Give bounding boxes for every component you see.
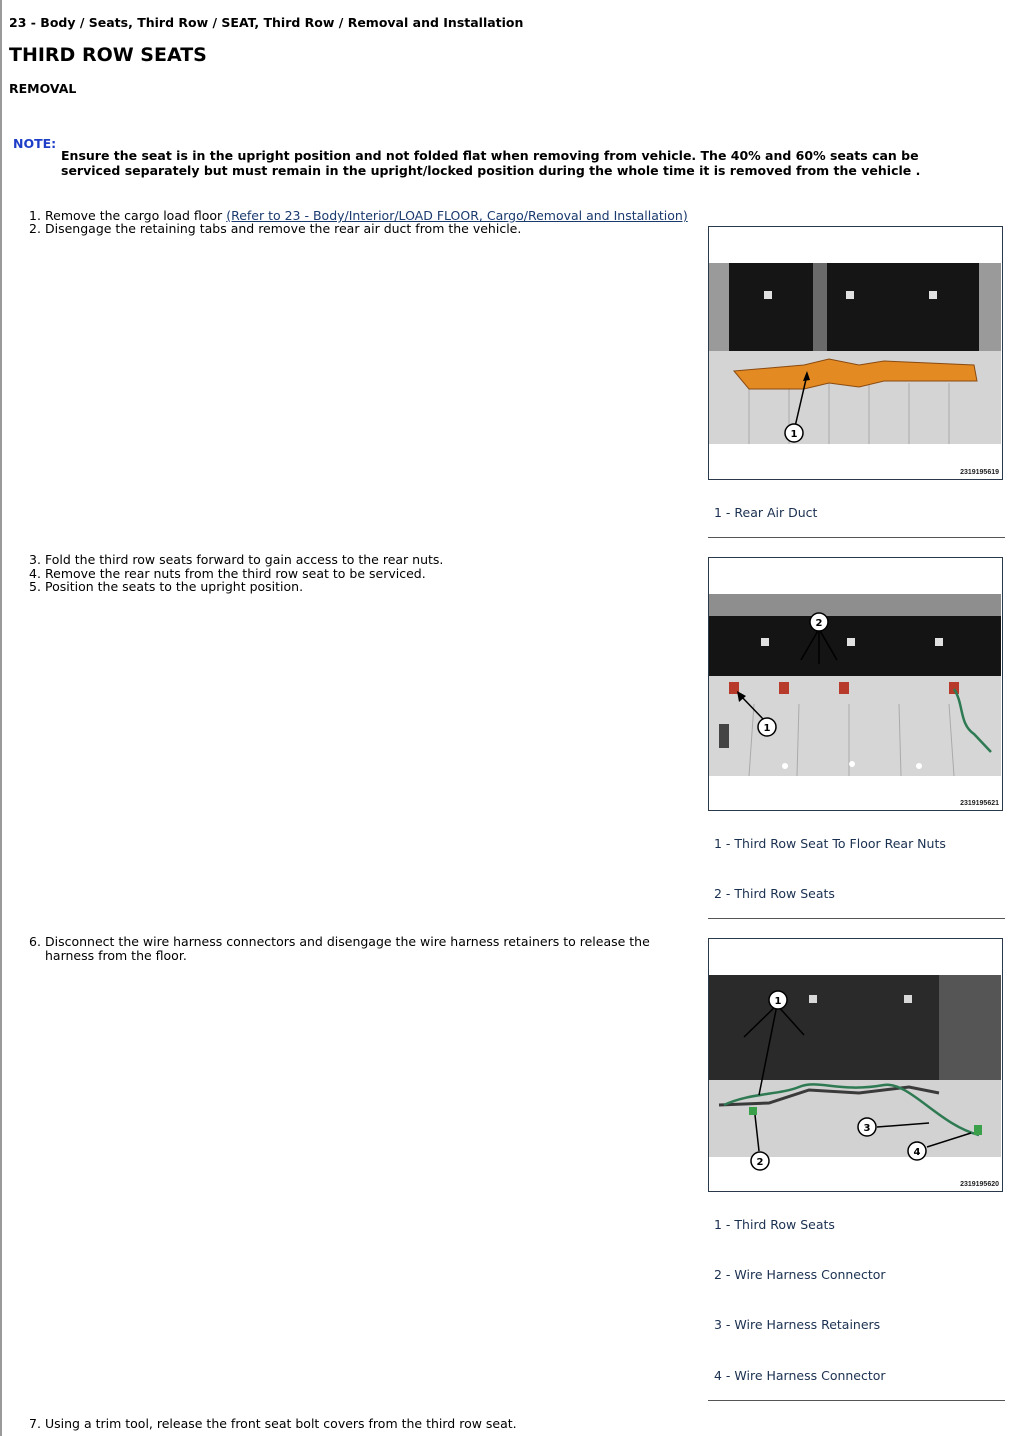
step-3: [29, 553, 443, 567]
legend-item: 2 - Third Row Seats: [714, 886, 835, 901]
callout-1: 1: [763, 723, 771, 734]
callout-1: 1: [774, 996, 782, 1007]
separator: [708, 918, 1005, 919]
note-text: Ensure the seat is in the upright position and not folded flat when removing from vehicle. The 40% and 60% seats can be serviced separately but must remain in the upright/locked position during the whole time it is removed from the vehicle .: [61, 148, 921, 178]
legend-item: 2 - Wire Harness Connector: [714, 1267, 886, 1282]
step-text: Fold the third row seats forward to gain access to the rear nuts.: [45, 552, 444, 567]
step-number: 4.: [29, 566, 41, 581]
figure-id: 2319195620: [960, 1181, 999, 1188]
callout-3: 3: [863, 1123, 871, 1134]
legend-item: 1 - Third Row Seat To Floor Rear Nuts: [714, 836, 946, 851]
legend-item: 1 - Third Row Seats: [714, 1217, 835, 1232]
figure-illustration: [709, 975, 1002, 1168]
step-text: Position the seats to the upright position.: [45, 579, 304, 594]
callout-2: 2: [815, 618, 823, 629]
step-text: Remove the rear nuts from the third row seat to be serviced.: [45, 566, 426, 581]
callout-4: 4: [913, 1147, 921, 1158]
callout-2: 2: [756, 1157, 764, 1168]
step-number: 7.: [29, 1416, 41, 1431]
legend-item: 4 - Wire Harness Connector: [714, 1368, 886, 1383]
figure-illustration: [709, 263, 1002, 444]
step-5: [29, 580, 303, 594]
step-number: 1.: [29, 208, 41, 223]
step-6: [29, 935, 685, 962]
step-number: 5.: [29, 579, 41, 594]
legend-item: 3 - Wire Harness Retainers: [714, 1317, 881, 1332]
separator: [708, 1400, 1005, 1401]
figure-wire-harness: [708, 938, 1003, 1192]
step-number: 2.: [29, 221, 41, 236]
step-text: Disengage the retaining tabs and remove the rear air duct from the vehicle.: [45, 221, 522, 236]
note-label: NOTE:: [13, 136, 57, 151]
legend-item: 1 - Rear Air Duct: [714, 505, 818, 520]
figure-rear-air-duct: [708, 226, 1003, 480]
figure-id: 2319195619: [960, 469, 999, 476]
step-number: 3.: [29, 552, 41, 567]
step-text: Disconnect the wire harness connectors and disengage the wire harness retainers to release the harness from the floor.: [45, 934, 650, 963]
step-text: Remove the cargo load floor: [45, 208, 223, 223]
section-title: REMOVAL: [9, 81, 77, 96]
step-2: [29, 222, 521, 236]
figure-id: 2319195621: [960, 800, 999, 807]
refer-link-load-floor[interactable]: (Refer to 23 - Body/Interior/LOAD FLOOR, Cargo/Removal and Installation): [226, 208, 688, 223]
figure-illustration: [709, 594, 1002, 776]
separator: [708, 537, 1005, 538]
page-left-border: [0, 0, 2, 1436]
step-number: 6.: [29, 934, 41, 949]
callout-1: 1: [790, 429, 798, 440]
breadcrumb: 23 - Body / Seats, Third Row / SEAT, Third Row / Removal and Installation: [9, 15, 524, 30]
page-title: THIRD ROW SEATS: [9, 44, 207, 66]
step-7: [29, 1417, 517, 1431]
figure-rear-nuts: [708, 557, 1003, 811]
step-text: Using a trim tool, release the front seat bolt covers from the third row seat.: [45, 1416, 517, 1431]
